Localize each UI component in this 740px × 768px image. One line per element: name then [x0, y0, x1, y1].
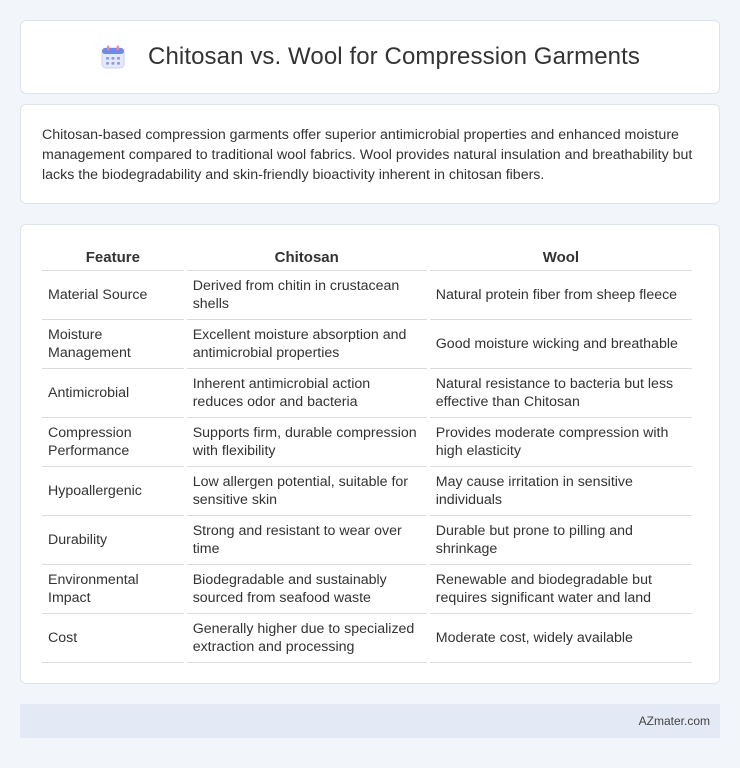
- chitosan-cell: Generally higher due to specialized extraction and processing: [187, 614, 427, 663]
- chitosan-cell: Biodegradable and sustainably sourced from seafood waste: [187, 565, 427, 614]
- page-title: Chitosan vs. Wool for Compression Garments: [148, 43, 640, 70]
- chitosan-cell: Supports firm, durable compression with flexibility: [187, 418, 427, 467]
- feature-cell: Compression Performance: [42, 418, 184, 467]
- title-card: [20, 20, 720, 94]
- comparison-table: [39, 245, 695, 663]
- feature-cell: Hypoallergenic: [42, 467, 184, 516]
- feature-cell: Durability: [42, 516, 184, 565]
- header-feature: Feature: [42, 245, 184, 271]
- footer-credit: AZmater.com: [638, 714, 710, 728]
- table-row: [42, 271, 692, 320]
- header-chitosan: Chitosan: [187, 245, 427, 271]
- table-row: [42, 516, 692, 565]
- table-row: [42, 320, 692, 369]
- chitosan-cell: Strong and resistant to wear over time: [187, 516, 427, 565]
- chitosan-cell: Excellent moisture absorption and antimicrobial properties: [187, 320, 427, 369]
- wool-cell: Provides moderate compression with high elasticity: [430, 418, 692, 467]
- chitosan-cell: Low allergen potential, suitable for sensitive skin: [187, 467, 427, 516]
- feature-cell: Cost: [42, 614, 184, 663]
- chitosan-cell: Derived from chitin in crustacean shells: [187, 271, 427, 320]
- table-row: [42, 565, 692, 614]
- wool-cell: Natural protein fiber from sheep fleece: [430, 271, 692, 320]
- wool-cell: Natural resistance to bacteria but less effective than Chitosan: [430, 369, 692, 418]
- feature-cell: Environmental Impact: [42, 565, 184, 614]
- feature-cell: Material Source: [42, 271, 184, 320]
- feature-cell: Antimicrobial: [42, 369, 184, 418]
- wool-cell: Durable but prone to pilling and shrinkage: [430, 516, 692, 565]
- table-row: [42, 369, 692, 418]
- table-row: [42, 418, 692, 467]
- wool-cell: Moderate cost, widely available: [430, 614, 692, 663]
- summary-card: [20, 104, 720, 204]
- calendar-icon: [100, 44, 126, 70]
- table-row: [42, 614, 692, 663]
- table-header-row: [42, 245, 692, 271]
- footer: [20, 704, 720, 738]
- comparison-table-card: [20, 224, 720, 684]
- wool-cell: May cause irritation in sensitive individuals: [430, 467, 692, 516]
- table-row: [42, 467, 692, 516]
- wool-cell: Renewable and biodegradable but requires significant water and land: [430, 565, 692, 614]
- feature-cell: Moisture Management: [42, 320, 184, 369]
- title-row: [100, 43, 640, 71]
- chitosan-cell: Inherent antimicrobial action reduces odor and bacteria: [187, 369, 427, 418]
- header-wool: Wool: [430, 245, 692, 271]
- summary-text: Chitosan-based compression garments offer superior antimicrobial properties and enhanced moisture management compared to traditional wool fabrics. Wool provides natural insulation and breathability but lacks the biodegradability and skin-friendly bioactivity inherent in chitosan fibers.: [42, 127, 693, 183]
- wool-cell: Good moisture wicking and breathable: [430, 320, 692, 369]
